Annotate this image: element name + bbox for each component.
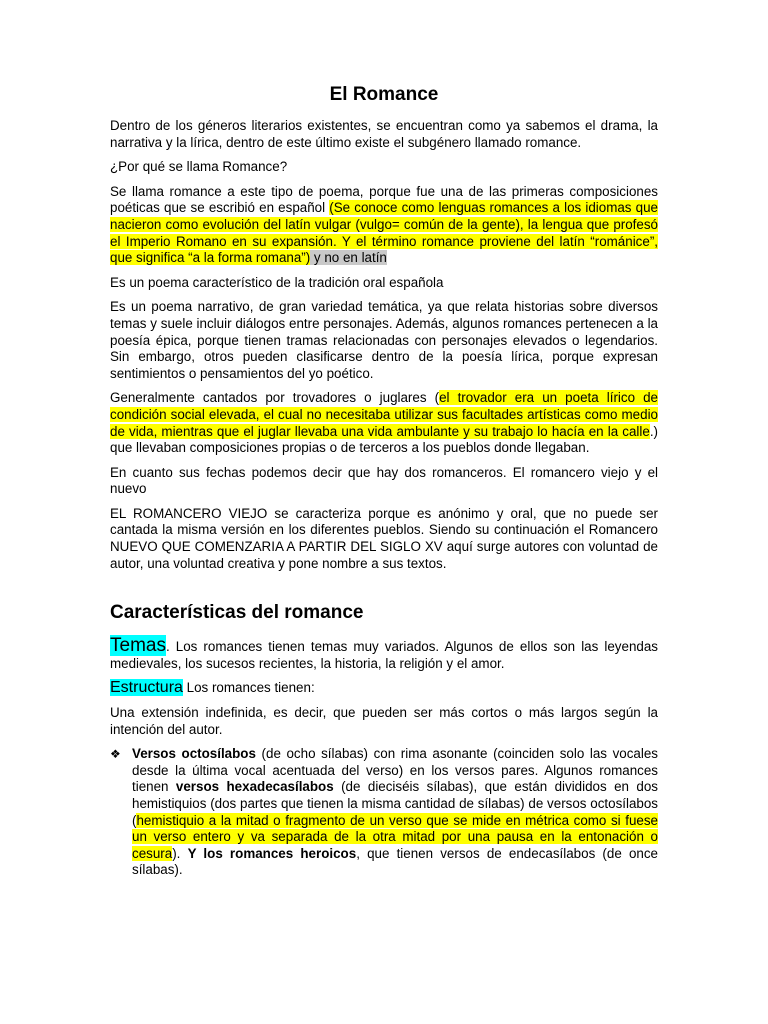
highlighted-text: (Se conoce como lenguas romances a los idiomas que nacieron como evolución del latín vulgar (vulgo= común de la gente), la lengua que profesó el Imperio Romano en su expansión. Y el término romance proviene del latín “románice”, que significa “a la forma romana”) (110, 200, 659, 266)
text: Generalmente cantados por trovadores o juglares ( (110, 390, 440, 406)
text: (de dieciséis sílabas), que están divididos en dos hemistiquios (dos partes que tienen la misma cantidad de sílabas) de versos octosílabos ( (132, 779, 658, 828)
paragraph-romancero-viejo: EL ROMANCERO VIEJO se caracteriza porque es anónimo y oral, que no puede ser cantada la misma versión en los diferentes pueblos. Siendo su continuación el Romancero NUEVO QUE COMENZARIA A PARTIR DEL SIGLO XV aquí surge autores con voluntad de autor, una voluntad creativa y pone nombre a sus textos. (110, 505, 658, 571)
highlighted-text: el trovador era un poeta lírico de condición social elevada, el cual no necesitaba utilizar sus facultades artísticas como medio de vida, mientras que el juglar llevaba una vida ambulante y su trabajo lo hacía en la calle (110, 390, 658, 439)
section-heading: Características del romance (110, 602, 364, 624)
bold-text: versos hexadecasílabos (175, 779, 334, 795)
document-page (110, 84, 658, 879)
paragraph-narrative: Es un poema narrativo, de gran variedad temática, ya que relata historias sobre diversos temas y suele incluir diálogos entre personajes. Además, algunos romances pertenecen a la poesía épica, porque tienen tramas relacionadas con personajes elevados o legendarios. Sin embargo, otros pueden clasificarse dentro de la poesía lírica, porque expresan sentimientos o pensamientos del yo poético. (110, 299, 658, 381)
bullet-text (132, 746, 658, 879)
paragraph-temas (110, 635, 658, 672)
paragraph-dates: En cuanto sus fechas podemos decir que hay dos romanceros. El romancero viejo y el nuevo (110, 464, 658, 497)
paragraph-troubadours (110, 390, 658, 456)
gray-highlighted-text: y no en latín (310, 250, 387, 266)
list-item (110, 746, 658, 879)
paragraph-extension: Una extensión indefinida, es decir, que pueden ser más cortos o más largos según la intención del autor. (110, 705, 658, 737)
estructura-label: Estructura (110, 679, 183, 697)
temas-label: Temas (110, 635, 166, 657)
paragraph-name-origin (110, 184, 658, 267)
paragraph-estructura (110, 680, 658, 697)
bold-text: Versos octosílabos (132, 746, 256, 762)
text: ). (172, 845, 188, 861)
text: .) que llevaban composiciones propias o de terceros a los pueblos donde llegaban. (110, 423, 658, 456)
text: Los romances tienen: (182, 680, 315, 696)
paragraph-intro: Dentro de los géneros literarios existentes, se encuentran como ya sabemos el drama, la narrativa y la lírica, dentro de este último existe el subgénero llamado romance. (110, 118, 658, 150)
paragraph-oral-tradition: Es un poema característico de la tradición oral española (110, 274, 444, 290)
text: (de ocho sílabas) con rima asonante (coinciden solo las vocales desde la última vocal acentuada del verso) en los versos pares. Algunos romances tienen (132, 746, 658, 795)
highlighted-text: hemistiquio a la mitad o fragmento de un verso que se mide en métrica como si fuese un verso entero y va separada de la otra mitad por una pausa en la entonación o cesura (132, 812, 658, 861)
diamond-bullet-icon: ❖ (110, 747, 121, 762)
paragraph-question: ¿Por qué se llama Romance? (110, 159, 288, 175)
text: . Los romances tienen temas muy variados. Algunos de ellos son las leyendas medievales, los sucesos recientes, la historia, la religión y el amor. (110, 639, 658, 671)
text: , que tienen versos de endecasílabos (de once sílabas). (132, 845, 658, 878)
document-title: El Romance (329, 84, 439, 105)
bold-text: Y los romances heroicos (187, 845, 357, 861)
text: Se llama romance a este tipo de poema, porque fue una de las primeras composiciones poéticas que se escribió en español (110, 183, 658, 216)
